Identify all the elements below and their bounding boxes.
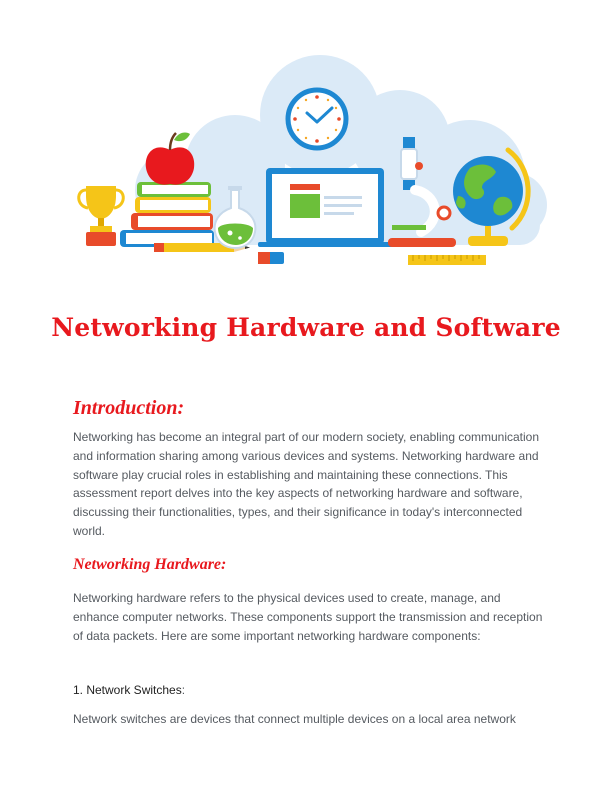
clock-icon — [288, 90, 346, 148]
laptop-icon — [258, 168, 394, 264]
list-item-colon: : — [181, 683, 186, 697]
network-switches-paragraph: Network switches are devices that connect multiple devices on a local area network — [73, 712, 516, 726]
introduction-heading: Introduction: — [73, 397, 185, 419]
list-item-network-switches — [73, 683, 185, 697]
books-icon — [120, 182, 214, 247]
networking-hardware-heading: Networking Hardware: — [73, 556, 227, 573]
list-item-label: 1. Network Switches — [73, 683, 182, 697]
trophy-icon — [79, 186, 124, 246]
networking-hardware-paragraph: Networking hardware refers to the physical devices used to create, manage, and enhance computer networks. These components support the transmission and reception of data packets. Here are some important networking hardware components: — [73, 591, 543, 643]
education-illustration — [0, 0, 612, 300]
apple-icon — [146, 132, 195, 184]
page-title: Networking Hardware and Software — [51, 313, 561, 342]
introduction-paragraph: Networking has become an integral part of our modern society, enabling communication and information sharing among various devices and systems. Networking hardware and software play crucial roles in establishing and maintaining these connections. This assessment report delves into the key aspects of networking hardware and software, discussing their functionalities, types, and their significance in today's interconnected world. — [73, 430, 540, 538]
ruler-icon — [408, 255, 486, 265]
